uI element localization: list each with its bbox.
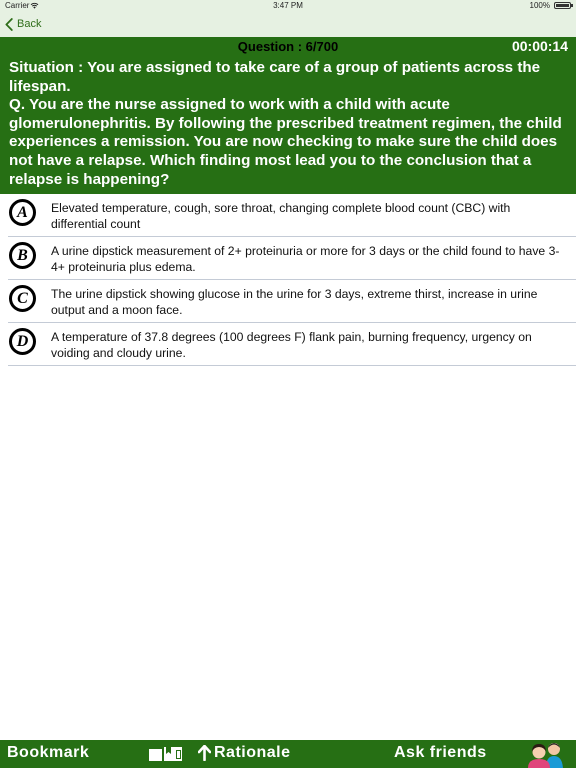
- battery-percent: 100%: [529, 1, 550, 10]
- bookmark-icon[interactable]: [149, 746, 185, 762]
- status-time: 3:47 PM: [273, 1, 303, 10]
- answer-letter-a: A: [9, 199, 36, 226]
- battery-icon: [554, 2, 571, 9]
- question-text: [9, 59, 567, 189]
- bookmark-button[interactable]: Bookmark: [7, 744, 90, 761]
- answer-letter-c: C: [9, 285, 36, 312]
- back-label: Back: [17, 18, 42, 30]
- answer-letter-d: D: [9, 328, 36, 355]
- answer-text-c: The urine dipstick showing glucose in the urine for 3 days, extreme thirst, increase in urine output and a moon face.: [51, 287, 538, 317]
- answer-option-b[interactable]: [8, 237, 576, 280]
- answer-text-a: Elevated temperature, cough, sore throat, changing complete blood count (CBC) with differential count: [51, 201, 511, 231]
- chevron-left-icon: [5, 18, 13, 31]
- bottom-toolbar: [0, 740, 576, 768]
- question-panel: [0, 37, 576, 194]
- arrow-up-icon: [198, 745, 211, 761]
- timer: 00:00:14: [511, 38, 568, 54]
- nav-bar: [0, 12, 576, 37]
- back-button[interactable]: [5, 15, 41, 33]
- question-body: Q. You are the nurse assigned to work with a child with acute glomerulonephritis. By following the prescribed treatment regimen, the child experiences a remission. You are now checking to make sure the child does not have a relapse. Which finding most lead you to the conclusion that a relapse is happening?: [9, 96, 562, 188]
- answer-text-d: A temperature of 37.8 degrees (100 degrees F) flank pain, burning frequency, urgency on voiding and cloudy urine.: [51, 330, 532, 360]
- status-bar: [0, 0, 576, 12]
- answer-option-c[interactable]: [8, 280, 576, 323]
- ask-friends-button[interactable]: Ask friends: [394, 744, 487, 761]
- answer-option-d[interactable]: [8, 323, 576, 366]
- friends-icon[interactable]: [519, 740, 571, 768]
- answer-list: [0, 194, 576, 366]
- answer-text-b: A urine dipstick measurement of 2+ proteinuria or more for 3 days or the child found to have 3-4+ proteinuria plus edema.: [51, 244, 560, 274]
- situation-text: Situation : You are assigned to take care of a group of patients across the lifespan.: [9, 59, 541, 95]
- carrier-label: Carrier: [5, 1, 30, 10]
- answer-letter-b: B: [9, 242, 36, 269]
- answer-option-a[interactable]: [8, 194, 576, 237]
- rationale-button[interactable]: [198, 744, 291, 762]
- question-counter: Question : 6/700: [237, 39, 339, 54]
- rationale-label: Rationale: [214, 744, 291, 761]
